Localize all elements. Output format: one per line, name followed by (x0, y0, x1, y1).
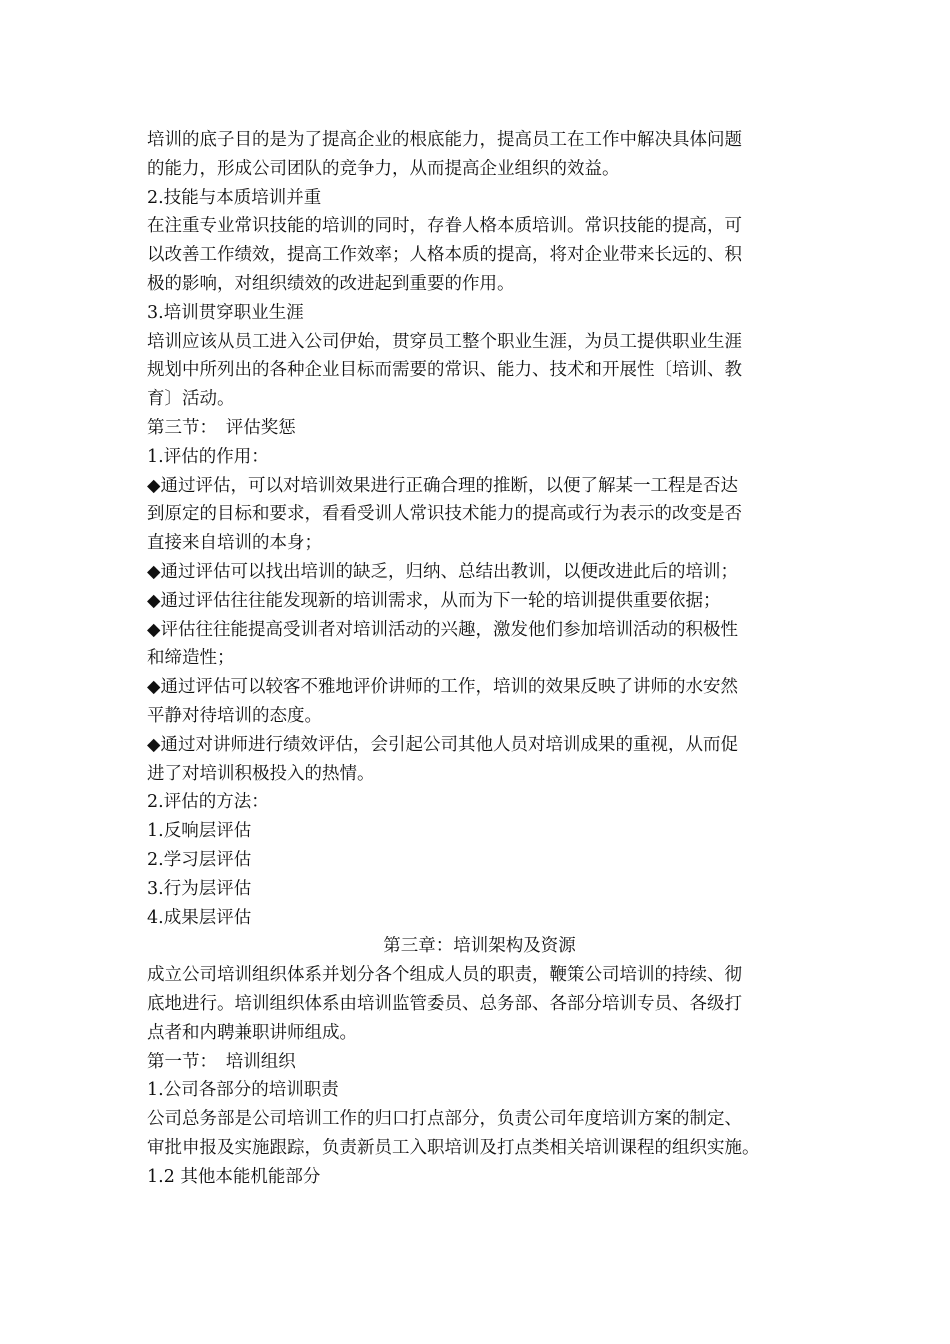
paragraph-line: 育〕活动。 (147, 389, 235, 410)
bullet-line: 进了对培训积极投入的热情。 (147, 763, 375, 784)
document-page (147, 126, 812, 1191)
bullet-line: 和缔造性； (147, 648, 235, 669)
paragraph-line: 在注重专业常识技能的培训的同时，存眷人格本质培训。常识技能的提高，可 (147, 216, 742, 237)
paragraph-line: 规划中所列出的各种企业目标而需要的常识、能力、技术和开展性〔培训、教 (147, 360, 742, 381)
list-item: 4.成果层评估 (147, 907, 252, 928)
paragraph-line: 的能力，形成公司团队的竞争力，从而提高企业组织的效益。 (147, 158, 620, 179)
bullet-line: ◆评估往往能提高受训者对培训活动的兴趣，激发他们参加培训活动的积极性 (147, 619, 738, 640)
bullet-line: ◆通过对讲师进行绩效评估，会引起公司其他人员对培训成果的重视，从而促 (147, 734, 738, 755)
section-heading: 2.技能与本质培训并重 (147, 187, 322, 208)
paragraph-line: 点者和内聘兼职讲师组成。 (147, 1022, 357, 1043)
list-item: 2.学习层评估 (147, 849, 252, 870)
list-item: 3.行为层评估 (147, 878, 252, 899)
bullet-line: ◆通过评估往往能发现新的培训需求，从而为下一轮的培训提供重要依据； (147, 590, 721, 611)
chapter-title: 第三章：培训架构及资源 (383, 936, 576, 957)
paragraph-line: 极的影响，对组织绩效的改进起到重要的作用。 (147, 273, 515, 294)
paragraph-line: 底地进行。培训组织体系由培训监管委员、总务部、各部分培训专员、各级打 (147, 993, 742, 1014)
section-heading: 3.培训贯穿职业生涯 (147, 302, 304, 323)
section-title: 第三节： 评估奖惩 (147, 417, 296, 438)
paragraph-line: 培训的底子目的是为了提高企业的根底能力，提高员工在工作中解决具体问题 (147, 130, 742, 150)
bullet-line: ◆通过评估，可以对培训效果进行正确合理的推断，以便了解某一工程是否达 (147, 475, 738, 496)
section-heading: 1.公司各部分的培训职责 (147, 1080, 339, 1101)
section-heading: 1.2 其他本能机能部分 (147, 1166, 321, 1187)
section-title: 第一节： 培训组织 (147, 1051, 296, 1072)
paragraph-line: 公司总务部是公司培训工作的归口打点部分，负责公司年度培训方案的制定、 (147, 1109, 742, 1130)
paragraph-line: 审批申报及实施跟踪，负责新员工入职培训及打点类相关培训课程的组织实施。 (147, 1137, 760, 1158)
section-heading: 2.评估的方法： (147, 792, 269, 813)
bullet-line: 平静对待培训的态度。 (147, 705, 322, 726)
paragraph-line: 成立公司培训组织体系并划分各个组成人员的职责，鞭策公司培训的持续、彻 (147, 965, 742, 986)
list-item: 1.反响层评估 (147, 821, 252, 842)
bullet-line: ◆通过评估可以找出培训的缺乏，归纳、总结出教训，以便改进此后的培训； (147, 561, 738, 582)
paragraph-line: 培训应该从员工进入公司伊始，贯穿员工整个职业生涯，为员工提供职业生涯 (147, 331, 742, 352)
section-heading: 1.评估的作用： (147, 446, 269, 467)
bullet-line: 到原定的目标和要求，看看受训人常识技术能力的提高或行为表示的改变是否 (147, 504, 742, 525)
bullet-line: 直接来自培训的本身； (147, 533, 322, 554)
paragraph-line: 以改善工作绩效，提高工作效率；人格本质的提高，将对企业带来长远的、积 (147, 245, 742, 266)
bullet-line: ◆通过评估可以较客不雅地评价讲师的工作，培训的效果反映了讲师的水安然 (147, 677, 738, 698)
